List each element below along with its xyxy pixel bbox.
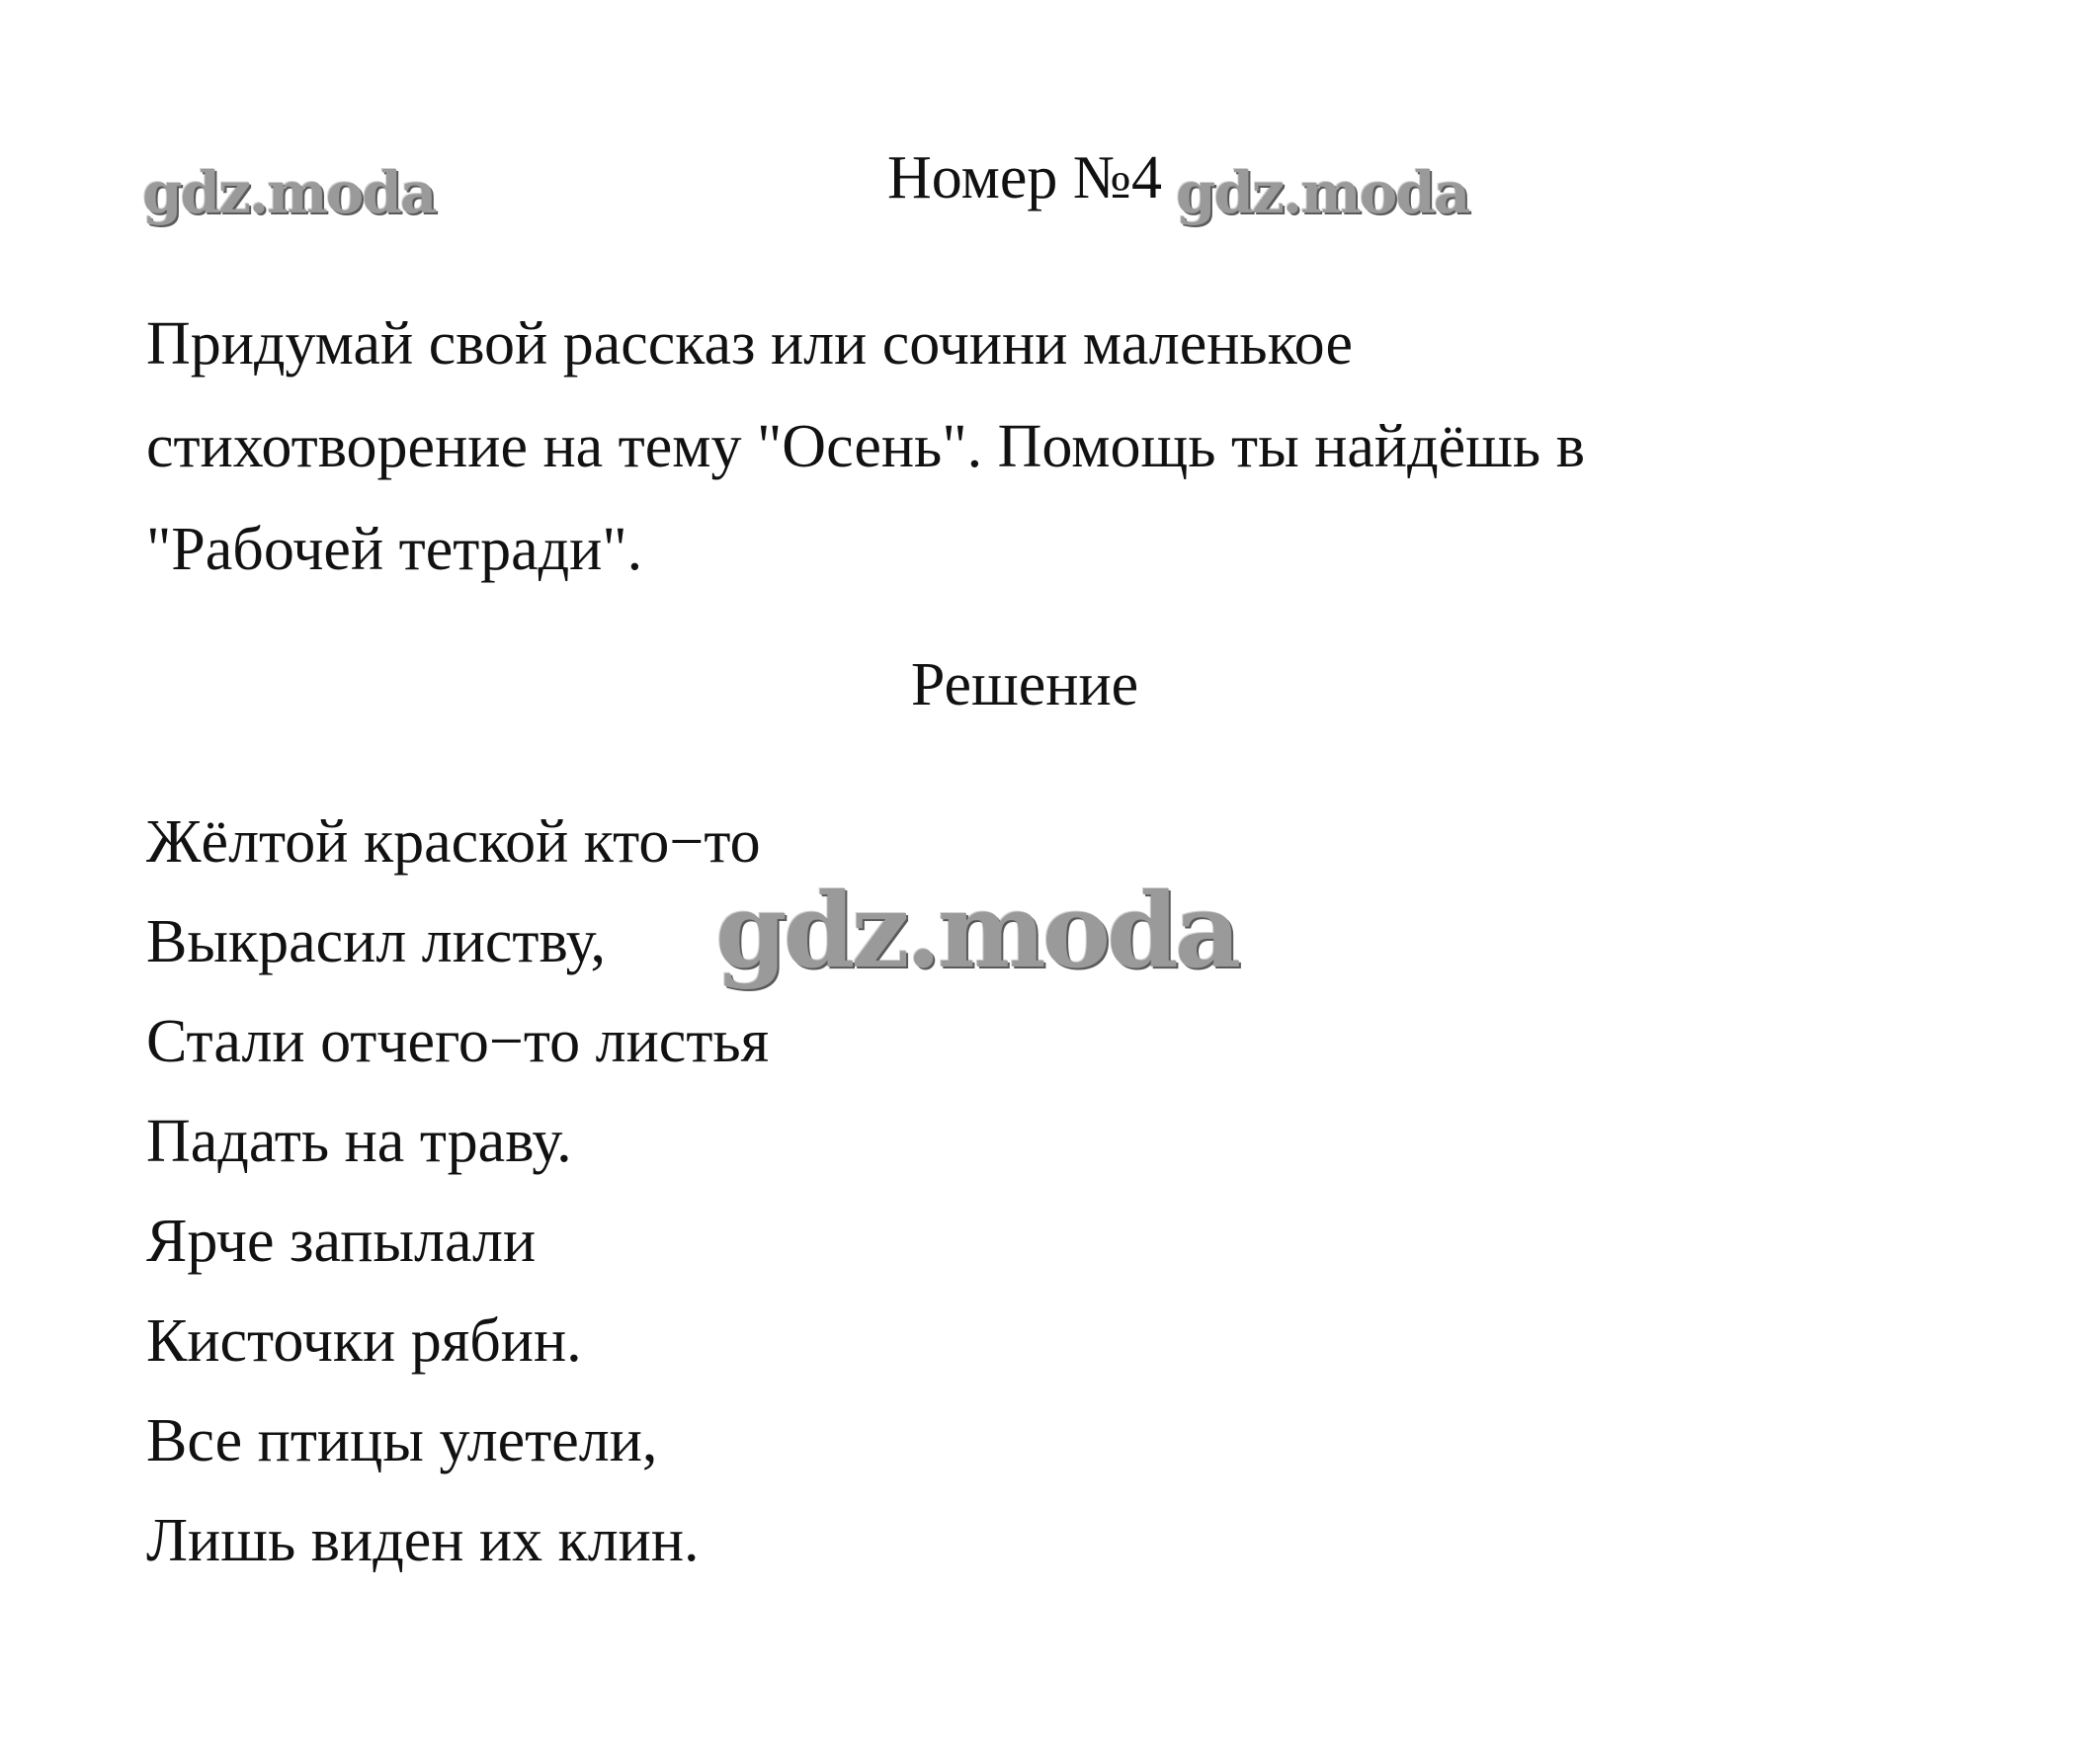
solution-heading: Решение (910, 651, 1139, 718)
watermark-logo: gdz.moda (1176, 159, 1469, 226)
poem-line: Кисточки рябин. (146, 1307, 582, 1375)
task-line: "Рабочей тетради". (146, 516, 643, 583)
task-line: стихотворение на тему "Осень". Помощь ты найдёшь в (146, 413, 1585, 480)
task-text (146, 293, 1925, 601)
task-line: Придумай свой рассказ или сочини маленькое (146, 310, 1353, 378)
poem-line: Все птицы улетели, (146, 1407, 658, 1474)
poem-line: Выкрасил листву, (146, 908, 606, 975)
page-title: Номер №4 (886, 144, 1162, 211)
poem-line: Жёлтой краской кто−то (146, 808, 761, 876)
poem-line: Ярче запылали (146, 1208, 537, 1275)
poem-line: Падать на траву. (146, 1108, 572, 1175)
watermark-logo: gdz.moda (142, 159, 436, 226)
poem-line: Лишь виден их клин. (146, 1507, 700, 1574)
poem-line: Стали отчего−то листья (146, 1008, 770, 1075)
watermark-logo: gdz.moda (715, 870, 1238, 991)
